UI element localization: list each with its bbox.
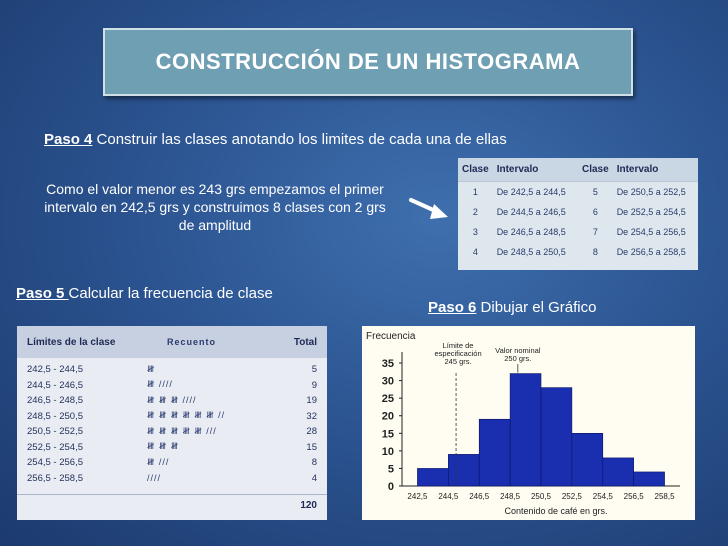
paso-5-line bbox=[16, 285, 273, 302]
recount-row bbox=[17, 409, 327, 425]
class-header: Clase bbox=[458, 158, 493, 182]
class-limits: 246,5 - 248,5 bbox=[27, 395, 83, 407]
recount-header: Recuento bbox=[167, 337, 217, 347]
interval-value: De 242,5 a 244,5 bbox=[496, 187, 566, 197]
x-tick-label: 254,5 bbox=[592, 492, 613, 501]
interval-header: Intervalo bbox=[493, 158, 578, 182]
recount-row bbox=[17, 440, 327, 456]
paso-6-text: Dibujar el Gráfico bbox=[476, 299, 597, 316]
x-tick-label: 242,5 bbox=[407, 492, 428, 501]
annotation-text: especificación bbox=[434, 349, 482, 358]
x-tick-label: 256,5 bbox=[623, 492, 644, 501]
row-total: 4 bbox=[311, 472, 317, 484]
class-number: 1 bbox=[472, 187, 478, 197]
tally-marks: 𝍸 /// bbox=[147, 456, 170, 467]
paso-6-line bbox=[428, 299, 596, 316]
x-tick-label: 258,5 bbox=[654, 492, 675, 501]
row-total: 8 bbox=[311, 457, 317, 469]
paso-4-line bbox=[44, 131, 507, 148]
recount-row bbox=[17, 378, 327, 394]
x-tick-label: 244,5 bbox=[438, 492, 459, 501]
histogram-bar bbox=[603, 458, 634, 486]
row-total: 32 bbox=[306, 410, 317, 422]
interval-header: Intervalo bbox=[613, 158, 698, 182]
row-total: 15 bbox=[306, 441, 317, 453]
interval-value: De 252,5 a 254,5 bbox=[616, 207, 686, 217]
annotation-text: 250 grs. bbox=[504, 354, 532, 363]
histogram-bar bbox=[510, 374, 541, 486]
tally-marks: 𝍸 𝍸 𝍸 bbox=[147, 441, 180, 452]
paso-5-text: Calcular la frecuencia de clase bbox=[68, 285, 273, 302]
x-tick-label: 250,5 bbox=[530, 492, 552, 501]
histogram-chart bbox=[362, 326, 695, 520]
interval-value: De 254,5 a 256,5 bbox=[616, 227, 686, 237]
y-tick-label: 20 bbox=[381, 410, 394, 423]
total-header: Total bbox=[293, 336, 317, 348]
class-limits: 250,5 - 252,5 bbox=[27, 426, 83, 438]
class-number: 7 bbox=[592, 227, 598, 237]
tally-marks: //// bbox=[147, 473, 162, 484]
page-title: CONSTRUCCIÓN DE UN HISTOGRAMA bbox=[155, 49, 581, 74]
y-tick-label: 15 bbox=[381, 428, 394, 441]
tally-marks: 𝍸 //// bbox=[147, 379, 173, 390]
y-tick-label: 5 bbox=[387, 463, 394, 476]
recount-row bbox=[17, 393, 327, 409]
class-limits: 242,5 - 244,5 bbox=[27, 364, 83, 376]
class-limits: 254,5 - 256,5 bbox=[27, 457, 83, 469]
y-axis-label: Frecuencia bbox=[366, 331, 416, 342]
total-value: 120 bbox=[300, 499, 317, 511]
recount-table bbox=[17, 326, 327, 520]
row-total: 5 bbox=[311, 364, 317, 376]
y-tick-label: 30 bbox=[381, 375, 394, 388]
x-tick-label: 246,5 bbox=[469, 492, 490, 501]
row-total: 28 bbox=[306, 426, 317, 438]
histogram-panel bbox=[362, 326, 695, 520]
title-box bbox=[103, 28, 633, 96]
row-total: 9 bbox=[311, 379, 317, 391]
recount-row bbox=[17, 362, 327, 378]
tally-marks: 𝍸 𝍸 𝍸 //// bbox=[147, 394, 197, 405]
limits-header: Límites de la clase bbox=[27, 336, 116, 348]
tally-marks: 𝍸 bbox=[147, 363, 156, 374]
histogram-bar bbox=[479, 419, 510, 486]
recount-row bbox=[17, 424, 327, 440]
class-number: 2 bbox=[472, 207, 478, 217]
paso-6-label: Paso 6 bbox=[428, 299, 477, 316]
x-tick-label: 252,5 bbox=[561, 492, 582, 501]
class-table-row bbox=[458, 242, 698, 262]
histogram-bar bbox=[448, 454, 479, 486]
class-header: Clase bbox=[578, 158, 613, 182]
class-limits: 256,5 - 258,5 bbox=[27, 472, 83, 484]
histogram-bar bbox=[541, 388, 572, 486]
class-number: 3 bbox=[472, 227, 478, 237]
interval-value: De 256,5 a 258,5 bbox=[616, 247, 686, 257]
y-tick-label: 0 bbox=[387, 481, 394, 493]
class-table-row bbox=[458, 182, 698, 203]
annotation-text: Valor nominal bbox=[495, 346, 541, 355]
paso-4-description: Como el valor menor es 243 grs empezamos el primer intervalo en 242,5 grs y construimos 8 clases con 2 grs de amplitud bbox=[44, 181, 386, 233]
arrow-right-icon bbox=[408, 196, 452, 222]
annotation-text: Límite de bbox=[442, 341, 474, 350]
class-number: 5 bbox=[592, 187, 598, 197]
y-tick-label: 35 bbox=[381, 358, 394, 371]
paso-4-label: Paso 4 bbox=[44, 131, 93, 148]
class-number: 8 bbox=[592, 247, 598, 257]
annotation-text: 245 grs. bbox=[444, 357, 472, 366]
class-number: 4 bbox=[472, 247, 478, 257]
recount-header-row bbox=[17, 326, 327, 358]
class-number: 6 bbox=[592, 207, 598, 217]
recount-row bbox=[17, 471, 327, 487]
tally-marks: 𝍸 𝍸 𝍸 𝍸 𝍸 𝍸 // bbox=[147, 410, 226, 421]
interval-value: De 244,5 a 246,5 bbox=[496, 207, 566, 217]
histogram-bar bbox=[572, 433, 603, 486]
paso-5-label: Paso 5 bbox=[16, 285, 69, 302]
recount-row bbox=[17, 455, 327, 471]
total-row bbox=[17, 494, 327, 515]
interval-value: De 248,5 a 250,5 bbox=[496, 247, 566, 257]
y-tick-label: 10 bbox=[381, 445, 394, 458]
class-limits: 248,5 - 250,5 bbox=[27, 410, 83, 422]
interval-value: De 246,5 a 248,5 bbox=[496, 227, 566, 237]
class-limits: 252,5 - 254,5 bbox=[27, 441, 83, 453]
row-total: 19 bbox=[306, 395, 317, 407]
class-table bbox=[458, 158, 698, 270]
interval-value: De 250,5 a 252,5 bbox=[616, 187, 686, 197]
class-table-row bbox=[458, 222, 698, 242]
x-axis-label: Contenido de café en grs. bbox=[504, 506, 608, 516]
paso-4-text: Construir las clases anotando los limites de cada una de ellas bbox=[92, 131, 507, 148]
x-tick-label: 248,5 bbox=[500, 492, 521, 501]
y-tick-label: 25 bbox=[381, 393, 394, 406]
tally-marks: 𝍸 𝍸 𝍸 𝍸 𝍸 /// bbox=[147, 425, 217, 436]
class-limits: 244,5 - 246,5 bbox=[27, 379, 83, 391]
class-table-row bbox=[458, 202, 698, 222]
histogram-bar bbox=[634, 472, 665, 486]
histogram-bar bbox=[417, 468, 448, 486]
